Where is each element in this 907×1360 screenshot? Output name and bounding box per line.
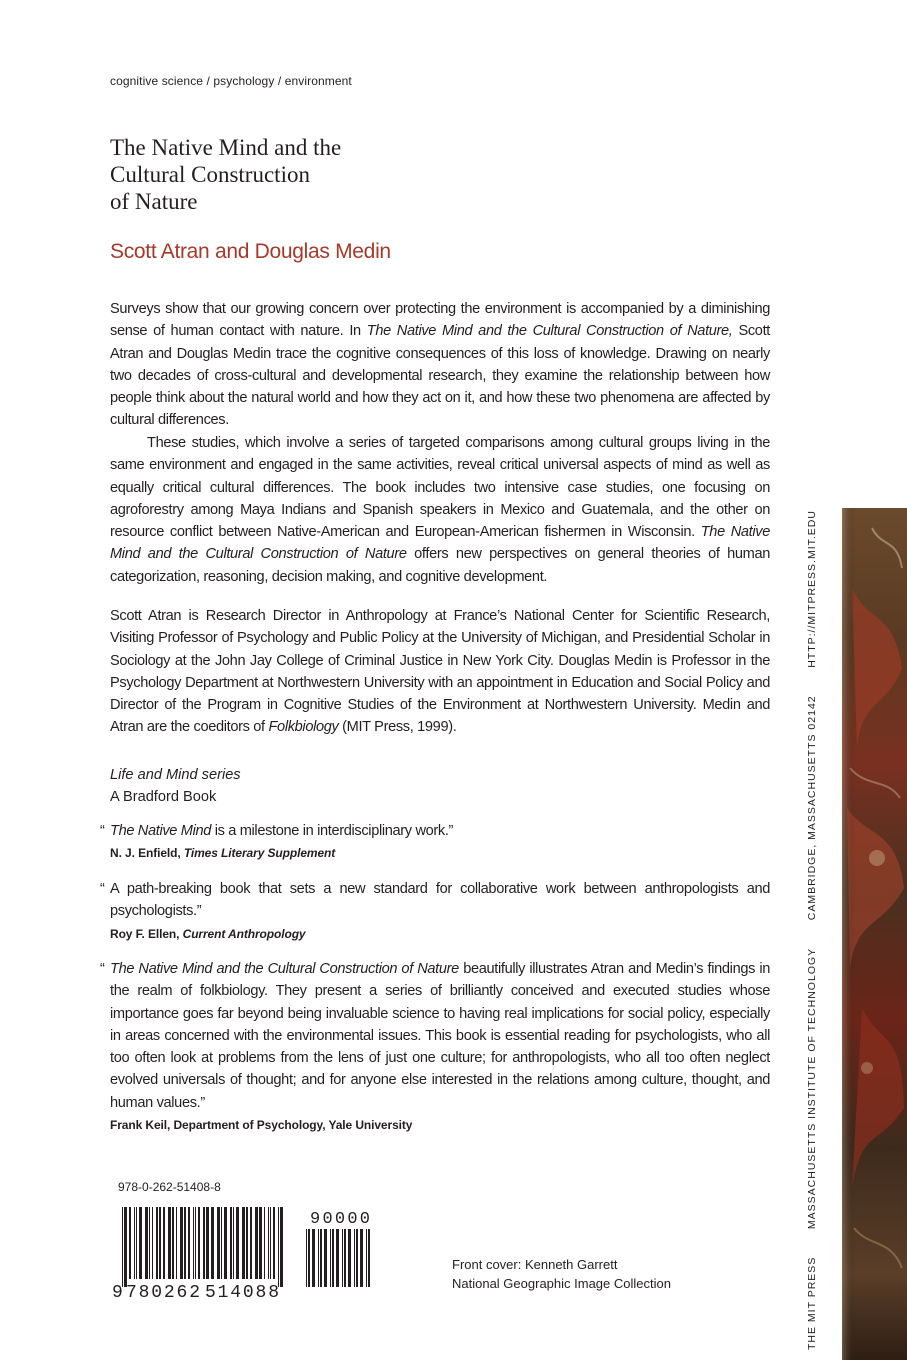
quote-author: N. J. Enfield,	[110, 846, 184, 861]
open-quote: “	[100, 961, 105, 977]
barcode-right-digits: 514088	[205, 1283, 279, 1300]
barcode-bar	[273, 1207, 275, 1279]
barcode-bar	[366, 1229, 367, 1287]
book-authors: Scott Atran and Douglas Medin	[110, 240, 391, 263]
barcode-bar	[188, 1207, 190, 1279]
cover-image-strip	[842, 508, 907, 1360]
cover-credit	[452, 1255, 671, 1293]
barcode-bar	[250, 1207, 252, 1279]
barcode-bar	[264, 1207, 265, 1279]
quote-text: is a milestone in interdisciplinary work.”	[211, 823, 454, 839]
barcode-bar	[193, 1207, 194, 1279]
description-text: These studies, which involve a series of targeted comparisons among cultural groups living in the same environment and engaged in the same activities, reveal critical universal aspects of mind as well as equally critical cultural differences. The book includes two intensive case studies, one focusing on agroforestry among Maya Indians and Spanish speakers in Mexico and Guatemala, and the other on resource conflict between Native-American and European-American fishermen in Wisconsin.	[110, 435, 770, 541]
barcode-bar	[330, 1229, 331, 1287]
barcode-bar	[354, 1229, 355, 1287]
barcode-bar	[134, 1207, 135, 1279]
barcode-bar	[176, 1207, 177, 1279]
barcode-bar	[233, 1207, 234, 1279]
credit-line: Front cover: Kenneth Garrett	[452, 1257, 618, 1272]
barcode-first-digit: 9	[112, 1283, 123, 1300]
description-paragraph-1	[110, 298, 770, 432]
barcode-bar	[259, 1207, 262, 1279]
quote-attribution	[110, 845, 770, 861]
quote-source: Times Literary Supplement	[183, 846, 336, 861]
subject-categories: cognitive science / psychology / environment	[110, 74, 352, 88]
book-title	[110, 134, 440, 215]
description-text: Surveys show that our growing concern over protecting the environment is accompanied by a diminishing sense of human contact with nature. In	[110, 301, 770, 340]
spine-address: CAMBRIDGE, MASSACHUSETTS 02142	[806, 695, 818, 921]
barcode-bar	[224, 1207, 227, 1279]
barcode-bar	[152, 1207, 153, 1279]
title-line: The Native Mind and the	[110, 135, 342, 160]
description-book-title: The Native Mind and the Cultural Construction of Nature	[110, 524, 770, 563]
review-quote	[100, 958, 770, 1133]
barcode-bar	[268, 1207, 269, 1279]
barcode-bar	[342, 1229, 343, 1287]
barcode-bar	[306, 1229, 307, 1287]
barcode-bar	[344, 1229, 346, 1287]
barcode-bar	[336, 1229, 339, 1287]
barcode-bar	[195, 1207, 196, 1279]
isbn-barcode	[110, 1205, 385, 1300]
barcode-bar	[124, 1207, 127, 1287]
bio-text: (MIT Press, 1999).	[338, 719, 457, 736]
review-quote	[100, 820, 770, 861]
series-info	[110, 764, 241, 808]
isbn: 978-0-262-51408-8	[118, 1180, 221, 1194]
barcode-bar	[348, 1229, 351, 1287]
barcode-left-digits: 780262	[126, 1283, 200, 1300]
spine-publisher: THE MIT PRESS	[806, 1256, 818, 1350]
barcode-bar	[308, 1229, 310, 1287]
bio-book-title: Folkbiology	[268, 719, 339, 736]
quote-text: beautifully illustrates Atran and Medin’s findings in the realm of folkbiology. They present a series of brilliantly conceived and executed studies whose importance goes far beyond being invaluable science to having real implications for social policy, especially in areas concerned with the environmental issues. This book is essential reading for psychologists, who all too often look at problems from the lens of just one culture; for anthropologists, who all too often neglect evolved universals of thought; and for anyone else interested in the relations among culture, thought, and human values.”	[110, 961, 770, 1111]
author-bio	[110, 605, 770, 739]
quote-book-title: The Native Mind and the Cultural Construction of Nature	[110, 961, 459, 977]
spine-imprint	[797, 510, 827, 1350]
barcode-bar	[246, 1207, 248, 1279]
quote-book-title: The Native Mind	[110, 823, 212, 839]
barcode-bar	[145, 1207, 148, 1279]
barcode-bar	[180, 1207, 183, 1279]
open-quote: “	[100, 881, 105, 897]
price-addon-bars	[306, 1229, 370, 1287]
barcode-bar	[360, 1229, 363, 1287]
spine-institute: MASSACHUSETTS INSTITUTE OF TECHNOLOGY	[806, 947, 818, 1230]
imprint-name: A Bradford Book	[110, 789, 217, 805]
quote-attribution	[110, 926, 770, 942]
bio-text: Scott Atran is Research Director in Anthropology at France’s National Center for Scientific Research, Visiting Professor of Psychology and Public Policy at the University of Michigan, and Presidential Scholar in Sociology at the John Jay College of Criminal Justice in New York City. Douglas Medin is Professor in the Psychology Department at Northwestern University with an appointment in Education and Social Policy and Director of the Program in Cognitive Studies of the Environment at Northwestern University. Medin and Atran are the coeditors of	[110, 608, 770, 736]
description-paragraph-2	[110, 432, 770, 588]
barcode-bar	[312, 1229, 315, 1287]
barcode-bar	[184, 1207, 186, 1279]
barcode-bar	[278, 1207, 279, 1287]
barcode-bar	[324, 1229, 327, 1287]
spine-url: HTTP://MITPRESS.MIT.EDU	[806, 510, 818, 668]
barcode-bar	[221, 1207, 222, 1279]
quote-author: Roy F. Ellen,	[110, 926, 183, 941]
barcode-bar	[270, 1207, 271, 1279]
description-text: offers new perspectives on general theories of human categorization, reasoning, decision making, and cognitive development.	[110, 546, 770, 585]
barcode-bar	[242, 1207, 245, 1279]
barcode-bar	[203, 1207, 205, 1279]
series-name: Life and Mind series	[110, 767, 241, 783]
quote-attribution: Frank Keil, Department of Psychology, Yale University	[110, 1118, 413, 1133]
barcode-bar	[163, 1207, 165, 1279]
quote-text: A path-breaking book that sets a new standard for collaborative work between anthropologists and psychologists.”	[110, 881, 770, 920]
barcode-bar	[198, 1207, 200, 1279]
barcode-bar	[368, 1229, 370, 1287]
barcode-bar	[230, 1207, 232, 1279]
barcode-bar	[356, 1229, 358, 1287]
barcode-bar	[156, 1207, 158, 1279]
barcode-bar	[206, 1207, 209, 1279]
quote-source: Current Anthropology	[182, 926, 306, 941]
ean-bars	[122, 1207, 283, 1287]
barcode-bar	[318, 1229, 319, 1287]
barcode-bar	[129, 1207, 131, 1279]
title-line: Cultural Construction	[110, 162, 310, 187]
description-text: Scott Atran and Douglas Medin trace the cognitive consequences of this loss of knowledge. Drawing on nearly two decades of cross-cultural and developmental research, they examine the relationship between how people think about the natural world and how they act on it, and how these two phenomena are affected by cultural differences.	[110, 323, 770, 429]
barcode-price-digits: 90000	[310, 1210, 370, 1229]
barcode-bar	[217, 1207, 220, 1279]
barcode-bar	[168, 1207, 171, 1279]
barcode-bar	[255, 1207, 258, 1279]
credit-line: National Geographic Image Collection	[452, 1276, 671, 1291]
barcode-bar	[332, 1229, 334, 1287]
barcode-bar	[236, 1207, 239, 1279]
barcode-bar	[136, 1207, 137, 1279]
review-quote	[100, 878, 770, 942]
barcode-bar	[122, 1207, 123, 1287]
barcode-bar	[280, 1207, 283, 1287]
barcode-bar	[211, 1207, 214, 1279]
barcode-bar	[139, 1207, 142, 1279]
open-quote: “	[100, 823, 105, 839]
barcode-bar	[172, 1207, 174, 1279]
barcode-bar	[320, 1229, 322, 1287]
title-line: of Nature	[110, 189, 198, 214]
description-book-title: The Native Mind and the Cultural Construction of Nature,	[366, 323, 733, 340]
barcode-bar	[149, 1207, 150, 1279]
barcode-bar	[159, 1207, 161, 1279]
